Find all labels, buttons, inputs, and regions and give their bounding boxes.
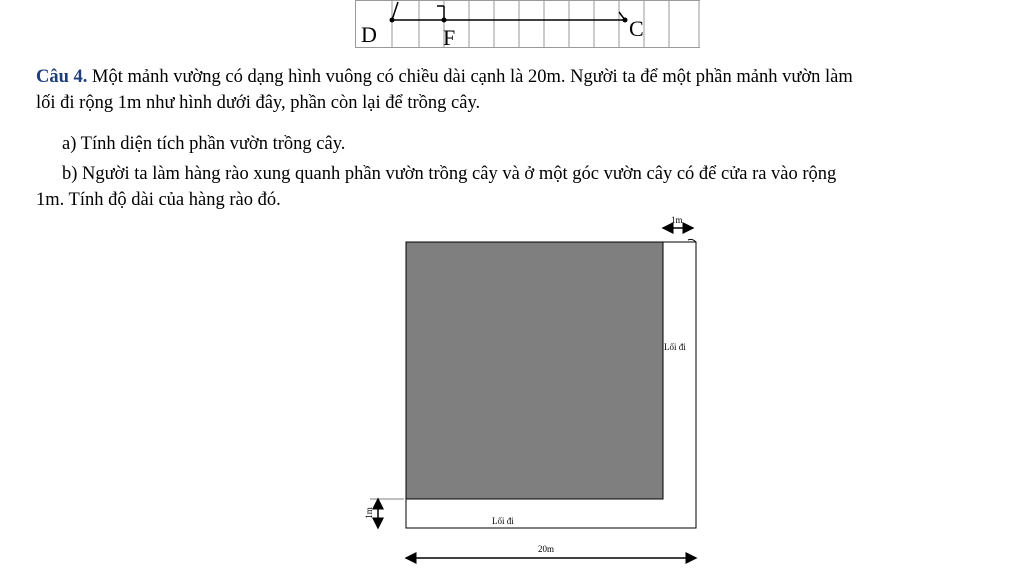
question-part-a: a) Tính diện tích phần vườn trồng cây. xyxy=(62,134,346,154)
point-d xyxy=(390,18,395,23)
point-f xyxy=(442,18,447,23)
bottom-path-label: Lối đi xyxy=(492,516,514,526)
question-part-b-line-1: b) Người ta làm hàng rào xung quanh phần vườn trồng cây và ở một góc vườn cây có để cửa ra vào rộng xyxy=(62,164,837,184)
planted-area xyxy=(406,242,663,499)
label-f: F xyxy=(443,25,456,50)
side-length-label: 20m xyxy=(538,544,555,554)
label-c: C xyxy=(629,16,644,41)
question-number: Câu 4. xyxy=(36,67,88,87)
top-grid-figure xyxy=(355,0,705,50)
label-d: D xyxy=(361,22,377,47)
question-intro-line-2: lối đi rộng 1m như hình dưới đây, phần còn lại để trồng cây. xyxy=(36,93,481,113)
question-part-b-line-2: 1m. Tính độ dài của hàng rào đó. xyxy=(36,190,281,210)
top-width-label: 1m xyxy=(671,215,683,225)
side-path-label: Lối đi xyxy=(664,342,686,352)
garden-figure xyxy=(360,212,720,574)
question-intro-line-1 xyxy=(36,66,853,88)
segment-d-up xyxy=(392,2,398,20)
top-grid-svg xyxy=(355,0,705,50)
point-c xyxy=(623,18,628,23)
question-intro-text: Một mảnh vường có dạng hình vuông có chiều dài cạnh là 20m. Người ta để một phần mảnh vườn làm xyxy=(87,67,853,87)
garden-svg xyxy=(360,212,720,574)
left-height-label: 1m xyxy=(363,507,374,519)
grid-lines xyxy=(355,0,700,48)
